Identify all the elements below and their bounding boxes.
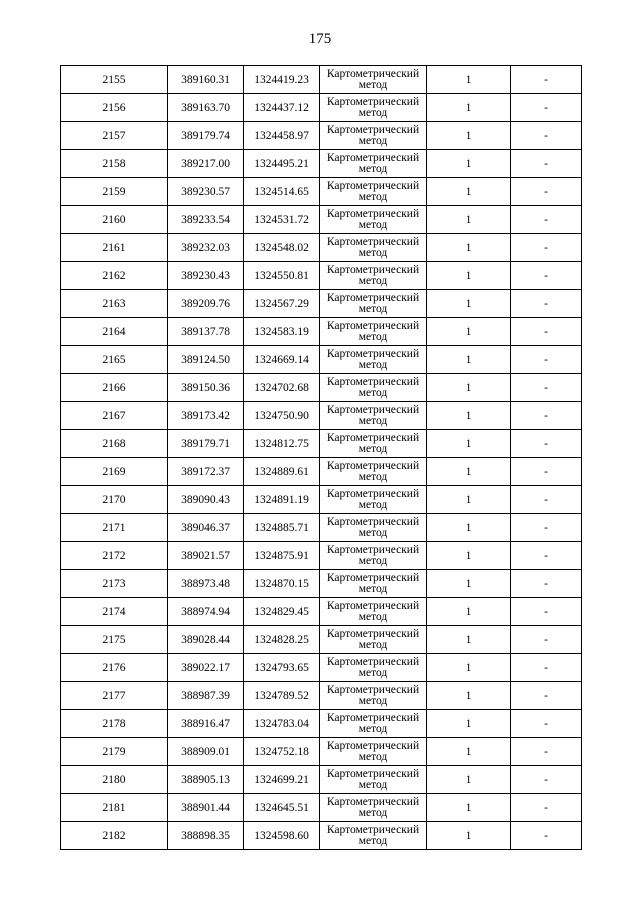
point-id-cell: 2170 — [61, 486, 168, 514]
dash-cell: - — [511, 66, 582, 94]
x-coordinate-cell: 389022.17 — [168, 654, 244, 682]
method-cell — [320, 598, 427, 626]
dash-cell: - — [511, 710, 582, 738]
count-cell: 1 — [427, 122, 511, 150]
dash-cell: - — [511, 178, 582, 206]
y-coordinate-cell: 1324699.21 — [244, 766, 320, 794]
method-line-1: Картометрический — [326, 796, 420, 808]
point-id-cell: 2157 — [61, 122, 168, 150]
x-coordinate-cell: 389090.43 — [168, 486, 244, 514]
count-cell: 1 — [427, 374, 511, 402]
method-cell — [320, 654, 427, 682]
table-row — [61, 458, 582, 486]
table-row — [61, 654, 582, 682]
y-coordinate-cell: 1324885.71 — [244, 514, 320, 542]
x-coordinate-cell: 389124.50 — [168, 346, 244, 374]
y-coordinate-cell: 1324531.72 — [244, 206, 320, 234]
table-row — [61, 710, 582, 738]
method-line-2: метод — [358, 499, 388, 511]
method-cell — [320, 794, 427, 822]
x-coordinate-cell: 389046.37 — [168, 514, 244, 542]
x-coordinate-cell: 388901.44 — [168, 794, 244, 822]
count-cell: 1 — [427, 738, 511, 766]
x-coordinate-cell: 389021.57 — [168, 542, 244, 570]
point-id-cell: 2156 — [61, 94, 168, 122]
table-row — [61, 822, 582, 850]
y-coordinate-cell: 1324702.68 — [244, 374, 320, 402]
count-cell: 1 — [427, 766, 511, 794]
dash-cell: - — [511, 206, 582, 234]
method-line-1: Картометрический — [326, 544, 420, 556]
table-body — [61, 66, 582, 850]
count-cell: 1 — [427, 234, 511, 262]
method-line-1: Картометрический — [326, 628, 420, 640]
method-cell — [320, 290, 427, 318]
table-row — [61, 178, 582, 206]
method-line-2: метод — [358, 639, 388, 651]
method-line-2: метод — [358, 191, 388, 203]
method-cell — [320, 822, 427, 850]
table-row — [61, 150, 582, 178]
dash-cell: - — [511, 626, 582, 654]
table-row — [61, 514, 582, 542]
method-cell — [320, 122, 427, 150]
method-cell — [320, 206, 427, 234]
point-id-cell: 2171 — [61, 514, 168, 542]
y-coordinate-cell: 1324829.45 — [244, 598, 320, 626]
table-row — [61, 290, 582, 318]
dash-cell: - — [511, 234, 582, 262]
point-id-cell: 2167 — [61, 402, 168, 430]
table-row — [61, 626, 582, 654]
method-line-2: метод — [358, 835, 388, 847]
method-cell — [320, 318, 427, 346]
method-line-1: Картометрический — [326, 180, 420, 192]
count-cell: 1 — [427, 66, 511, 94]
method-cell — [320, 738, 427, 766]
y-coordinate-cell: 1324752.18 — [244, 738, 320, 766]
dash-cell: - — [511, 374, 582, 402]
y-coordinate-cell: 1324550.81 — [244, 262, 320, 290]
point-id-cell: 2178 — [61, 710, 168, 738]
method-line-1: Картометрический — [326, 656, 420, 668]
method-line-1: Картометрический — [326, 124, 420, 136]
point-id-cell: 2179 — [61, 738, 168, 766]
x-coordinate-cell: 389163.70 — [168, 94, 244, 122]
table-row — [61, 682, 582, 710]
table-row — [61, 598, 582, 626]
dash-cell: - — [511, 570, 582, 598]
method-cell — [320, 514, 427, 542]
method-line-2: метод — [358, 555, 388, 567]
method-line-1: Картометрический — [326, 348, 420, 360]
y-coordinate-cell: 1324870.15 — [244, 570, 320, 598]
x-coordinate-cell: 389028.44 — [168, 626, 244, 654]
method-line-2: метод — [358, 303, 388, 315]
count-cell: 1 — [427, 486, 511, 514]
table-row — [61, 122, 582, 150]
method-cell — [320, 234, 427, 262]
point-id-cell: 2158 — [61, 150, 168, 178]
table-row — [61, 430, 582, 458]
y-coordinate-cell: 1324669.14 — [244, 346, 320, 374]
method-cell — [320, 150, 427, 178]
y-coordinate-cell: 1324514.65 — [244, 178, 320, 206]
method-line-1: Картометрический — [326, 376, 420, 388]
count-cell: 1 — [427, 710, 511, 738]
point-id-cell: 2162 — [61, 262, 168, 290]
y-coordinate-cell: 1324598.60 — [244, 822, 320, 850]
method-line-2: метод — [358, 807, 388, 819]
method-line-1: Картометрический — [326, 236, 420, 248]
dash-cell: - — [511, 94, 582, 122]
point-id-cell: 2161 — [61, 234, 168, 262]
table-row — [61, 318, 582, 346]
x-coordinate-cell: 388916.47 — [168, 710, 244, 738]
x-coordinate-cell: 389209.76 — [168, 290, 244, 318]
x-coordinate-cell: 389179.74 — [168, 122, 244, 150]
y-coordinate-cell: 1324567.29 — [244, 290, 320, 318]
table-row — [61, 542, 582, 570]
dash-cell: - — [511, 402, 582, 430]
method-cell — [320, 458, 427, 486]
count-cell: 1 — [427, 626, 511, 654]
dash-cell: - — [511, 122, 582, 150]
point-id-cell: 2166 — [61, 374, 168, 402]
method-line-2: метод — [358, 415, 388, 427]
point-id-cell: 2165 — [61, 346, 168, 374]
point-id-cell: 2169 — [61, 458, 168, 486]
method-line-2: метод — [358, 583, 388, 595]
point-id-cell: 2159 — [61, 178, 168, 206]
y-coordinate-cell: 1324548.02 — [244, 234, 320, 262]
count-cell: 1 — [427, 402, 511, 430]
y-coordinate-cell: 1324812.75 — [244, 430, 320, 458]
dash-cell: - — [511, 290, 582, 318]
method-cell — [320, 178, 427, 206]
y-coordinate-cell: 1324828.25 — [244, 626, 320, 654]
y-coordinate-cell: 1324437.12 — [244, 94, 320, 122]
x-coordinate-cell: 389230.43 — [168, 262, 244, 290]
method-cell — [320, 346, 427, 374]
count-cell: 1 — [427, 290, 511, 318]
dash-cell: - — [511, 822, 582, 850]
dash-cell: - — [511, 486, 582, 514]
x-coordinate-cell: 389233.54 — [168, 206, 244, 234]
table-row — [61, 766, 582, 794]
method-line-2: метод — [358, 107, 388, 119]
method-cell — [320, 430, 427, 458]
method-line-2: метод — [358, 387, 388, 399]
count-cell: 1 — [427, 514, 511, 542]
method-line-1: Картометрический — [326, 824, 420, 836]
method-line-1: Картометрический — [326, 152, 420, 164]
y-coordinate-cell: 1324891.19 — [244, 486, 320, 514]
count-cell: 1 — [427, 262, 511, 290]
y-coordinate-cell: 1324583.19 — [244, 318, 320, 346]
method-line-1: Картометрический — [326, 320, 420, 332]
table-row — [61, 570, 582, 598]
method-cell — [320, 542, 427, 570]
dash-cell: - — [511, 598, 582, 626]
count-cell: 1 — [427, 318, 511, 346]
method-cell — [320, 766, 427, 794]
y-coordinate-cell: 1324458.97 — [244, 122, 320, 150]
method-line-2: метод — [358, 135, 388, 147]
method-line-1: Картометрический — [326, 432, 420, 444]
count-cell: 1 — [427, 570, 511, 598]
count-cell: 1 — [427, 94, 511, 122]
dash-cell: - — [511, 654, 582, 682]
count-cell: 1 — [427, 458, 511, 486]
y-coordinate-cell: 1324789.52 — [244, 682, 320, 710]
page-number: 175 — [308, 31, 332, 47]
x-coordinate-cell: 389232.03 — [168, 234, 244, 262]
dash-cell: - — [511, 458, 582, 486]
method-line-2: метод — [358, 471, 388, 483]
point-id-cell: 2164 — [61, 318, 168, 346]
method-line-1: Картометрический — [326, 600, 420, 612]
table-row — [61, 374, 582, 402]
coordinates-table — [60, 65, 582, 850]
method-cell — [320, 626, 427, 654]
table-row — [61, 738, 582, 766]
dash-cell: - — [511, 318, 582, 346]
x-coordinate-cell: 389150.36 — [168, 374, 244, 402]
point-id-cell: 2155 — [61, 66, 168, 94]
count-cell: 1 — [427, 206, 511, 234]
method-line-1: Картометрический — [326, 96, 420, 108]
x-coordinate-cell: 388898.35 — [168, 822, 244, 850]
y-coordinate-cell: 1324419.23 — [244, 66, 320, 94]
x-coordinate-cell: 388909.01 — [168, 738, 244, 766]
table-row — [61, 346, 582, 374]
method-line-2: метод — [358, 247, 388, 259]
method-line-1: Картометрический — [326, 572, 420, 584]
dash-cell: - — [511, 682, 582, 710]
table-row — [61, 794, 582, 822]
table-row — [61, 234, 582, 262]
method-line-2: метод — [358, 723, 388, 735]
method-line-2: метод — [358, 359, 388, 371]
point-id-cell: 2182 — [61, 822, 168, 850]
table-row — [61, 206, 582, 234]
table-row — [61, 486, 582, 514]
dash-cell: - — [511, 542, 582, 570]
method-line-1: Картометрический — [326, 460, 420, 472]
count-cell: 1 — [427, 346, 511, 374]
method-line-2: метод — [358, 779, 388, 791]
method-line-2: метод — [358, 695, 388, 707]
dash-cell: - — [511, 430, 582, 458]
table-row — [61, 66, 582, 94]
count-cell: 1 — [427, 794, 511, 822]
y-coordinate-cell: 1324750.90 — [244, 402, 320, 430]
table-row — [61, 262, 582, 290]
point-id-cell: 2180 — [61, 766, 168, 794]
point-id-cell: 2172 — [61, 542, 168, 570]
dash-cell: - — [511, 514, 582, 542]
method-line-1: Картометрический — [326, 292, 420, 304]
method-line-1: Картометрический — [326, 68, 420, 80]
x-coordinate-cell: 388905.13 — [168, 766, 244, 794]
point-id-cell: 2160 — [61, 206, 168, 234]
method-line-2: метод — [358, 275, 388, 287]
x-coordinate-cell: 389179.71 — [168, 430, 244, 458]
count-cell: 1 — [427, 822, 511, 850]
method-cell — [320, 94, 427, 122]
method-cell — [320, 262, 427, 290]
point-id-cell: 2173 — [61, 570, 168, 598]
point-id-cell: 2163 — [61, 290, 168, 318]
dash-cell: - — [511, 262, 582, 290]
method-line-2: метод — [358, 667, 388, 679]
point-id-cell: 2181 — [61, 794, 168, 822]
method-line-1: Картометрический — [326, 488, 420, 500]
count-cell: 1 — [427, 598, 511, 626]
method-line-1: Картометрический — [326, 740, 420, 752]
y-coordinate-cell: 1324783.04 — [244, 710, 320, 738]
method-cell — [320, 402, 427, 430]
dash-cell: - — [511, 738, 582, 766]
point-id-cell: 2176 — [61, 654, 168, 682]
count-cell: 1 — [427, 542, 511, 570]
x-coordinate-cell: 389172.37 — [168, 458, 244, 486]
method-line-2: метод — [358, 331, 388, 343]
point-id-cell: 2175 — [61, 626, 168, 654]
method-line-2: метод — [358, 163, 388, 175]
x-coordinate-cell: 389217.00 — [168, 150, 244, 178]
method-cell — [320, 486, 427, 514]
y-coordinate-cell: 1324793.65 — [244, 654, 320, 682]
x-coordinate-cell: 389230.57 — [168, 178, 244, 206]
method-line-2: метод — [358, 443, 388, 455]
method-cell — [320, 710, 427, 738]
dash-cell: - — [511, 346, 582, 374]
count-cell: 1 — [427, 682, 511, 710]
method-cell — [320, 374, 427, 402]
count-cell: 1 — [427, 150, 511, 178]
method-line-2: метод — [358, 79, 388, 91]
dash-cell: - — [511, 766, 582, 794]
method-line-1: Картометрический — [326, 516, 420, 528]
y-coordinate-cell: 1324645.51 — [244, 794, 320, 822]
x-coordinate-cell: 388974.94 — [168, 598, 244, 626]
dash-cell: - — [511, 150, 582, 178]
count-cell: 1 — [427, 178, 511, 206]
method-line-1: Картометрический — [326, 712, 420, 724]
y-coordinate-cell: 1324889.61 — [244, 458, 320, 486]
method-line-1: Картометрический — [326, 264, 420, 276]
method-line-1: Картометрический — [326, 208, 420, 220]
method-line-1: Картометрический — [326, 684, 420, 696]
table-row — [61, 94, 582, 122]
method-line-2: метод — [358, 527, 388, 539]
dash-cell: - — [511, 794, 582, 822]
point-id-cell: 2177 — [61, 682, 168, 710]
method-line-2: метод — [358, 611, 388, 623]
method-line-2: метод — [358, 219, 388, 231]
method-cell — [320, 66, 427, 94]
x-coordinate-cell: 389160.31 — [168, 66, 244, 94]
method-cell — [320, 682, 427, 710]
x-coordinate-cell: 388987.39 — [168, 682, 244, 710]
method-line-1: Картометрический — [326, 768, 420, 780]
method-line-1: Картометрический — [326, 404, 420, 416]
table-row — [61, 402, 582, 430]
point-id-cell: 2168 — [61, 430, 168, 458]
y-coordinate-cell: 1324875.91 — [244, 542, 320, 570]
method-line-2: метод — [358, 751, 388, 763]
count-cell: 1 — [427, 430, 511, 458]
y-coordinate-cell: 1324495.21 — [244, 150, 320, 178]
x-coordinate-cell: 388973.48 — [168, 570, 244, 598]
count-cell: 1 — [427, 654, 511, 682]
x-coordinate-cell: 389173.42 — [168, 402, 244, 430]
method-cell — [320, 570, 427, 598]
point-id-cell: 2174 — [61, 598, 168, 626]
x-coordinate-cell: 389137.78 — [168, 318, 244, 346]
